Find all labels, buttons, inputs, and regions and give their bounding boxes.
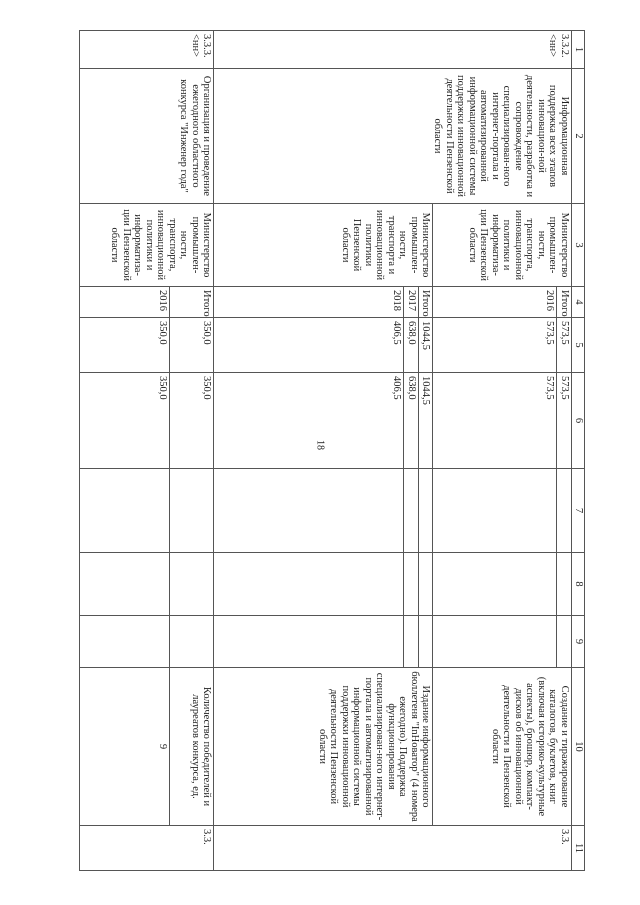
column-number-row [572, 31, 585, 871]
value-cell [433, 469, 557, 553]
value-cell [170, 616, 214, 668]
value-cell: 573,5 [557, 318, 572, 373]
column-number: 7 [572, 469, 585, 553]
value-cell: 573,5 [433, 373, 557, 469]
column-number: 3 [572, 204, 585, 287]
value-cell [404, 553, 419, 616]
value-cell [433, 553, 557, 616]
year-cell: Итого [557, 287, 572, 318]
column-number: 4 [572, 287, 585, 318]
value-cell [80, 616, 170, 668]
value-cell [433, 616, 557, 668]
row-executor: Министерство промышлен-ности, транспорта, инновационной политики и информатиза-ции Пензенской области [80, 204, 214, 287]
column-number: 11 [572, 826, 585, 871]
year-cell: 2016 [80, 287, 170, 318]
year-cell: 2016 [433, 287, 557, 318]
table-row [170, 31, 214, 871]
row-executor: Министерство промышлен-ности, транспорта и инновационной политики Пензенской области [214, 204, 433, 287]
column-number: 8 [572, 553, 585, 616]
value-cell: 350,0 [170, 373, 214, 469]
value-cell [419, 616, 434, 668]
row-code: 3.3.3. <нн> [80, 31, 214, 69]
value-cell: 406,5 [214, 318, 404, 373]
value-cell [80, 469, 170, 553]
value-cell: 573,5 [433, 318, 557, 373]
column-number: 2 [572, 69, 585, 204]
value-cell [419, 553, 434, 616]
column-number: 1 [572, 31, 585, 69]
rotated-table-container [55, 30, 585, 870]
value-cell: 406,5 [214, 373, 404, 469]
row-code: 3.3.2. <нн> [214, 31, 572, 69]
row-indicator: Количество победителей и лауреатов конкурса, ед. [170, 668, 214, 826]
year-cell: Итого [170, 287, 214, 318]
value-cell [214, 553, 404, 616]
row-name: Информационная поддержка всех этапов инновацион-ной деятельности, разработка и сопровождение специализирован-ного интернет-портала и автоматизированной информационной системы поддержки инновационной деятельности Пензенской области [214, 69, 572, 204]
row-executor: Министерство промышлен-ности, транспорта, инновационной политики и информатиза-ции Пензенской области [433, 204, 572, 287]
value-cell: 638,0 [404, 318, 419, 373]
row-reference: 3.3. [214, 826, 572, 871]
year-cell: 2018 [214, 287, 404, 318]
indicator-value: 9 [80, 668, 170, 826]
value-cell [214, 616, 404, 668]
value-cell: 573,5 [557, 373, 572, 469]
row-name: Организация и проведение ежегодного областного конкурса "Инженер года" [80, 69, 214, 204]
row-indicator: Создание и тиражирование каталогов, буклетов, книг (включая историко-культурные аспекты), брошюр, компакт-дисков об инновационной деятельности в Пензенской области [433, 668, 572, 826]
value-cell [557, 469, 572, 553]
value-cell [170, 553, 214, 616]
value-cell [404, 469, 419, 553]
column-number: 6 [572, 373, 585, 469]
year-cell: Итого [419, 287, 434, 318]
value-cell: 350,0 [170, 318, 214, 373]
year-cell: 2017 [404, 287, 419, 318]
value-cell: 350,0 [80, 373, 170, 469]
value-cell [557, 616, 572, 668]
value-cell [404, 616, 419, 668]
column-number: 10 [572, 668, 585, 826]
program-table [80, 30, 586, 871]
row-reference: 3.3. [80, 826, 214, 871]
page-number: 18 [314, 440, 326, 450]
value-cell [419, 469, 434, 553]
column-number: 5 [572, 318, 585, 373]
value-cell [170, 469, 214, 553]
value-cell: 1044,5 [419, 318, 434, 373]
value-cell [214, 469, 404, 553]
value-cell: 350,0 [80, 318, 170, 373]
value-cell: 638,0 [404, 373, 419, 469]
value-cell [80, 553, 170, 616]
table-row [557, 31, 572, 871]
value-cell [557, 553, 572, 616]
row-indicator: Издание информационного бюллетеня "InНоватор" (4 номера ежегодно). Поддержка функционирования специализирован-ного интернет-портала и автоматизированной информационной системы поддержки инновационной деятельности Пензенской области [214, 668, 433, 826]
column-number: 9 [572, 616, 585, 668]
value-cell: 1044,5 [419, 373, 434, 469]
